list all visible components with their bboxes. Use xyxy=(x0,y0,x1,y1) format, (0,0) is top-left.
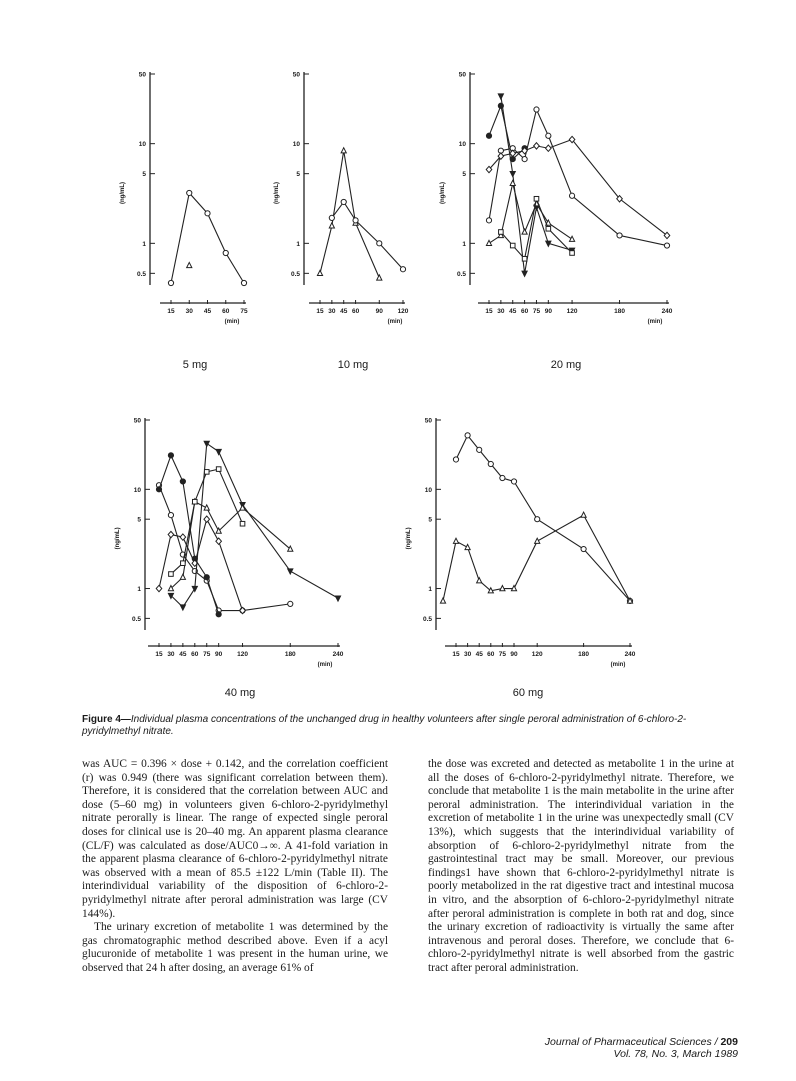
x-tick-label: 75 xyxy=(240,308,248,315)
data-point-square xyxy=(204,470,209,475)
data-point-triangle xyxy=(581,512,586,517)
data-point-triangle xyxy=(317,270,322,275)
data-point-triangle xyxy=(440,598,445,603)
data-point-square xyxy=(510,243,515,248)
data-point-circle xyxy=(377,241,382,246)
x-tick-label: 120 xyxy=(566,308,578,315)
data-point-circle xyxy=(241,280,246,285)
data-point-circle xyxy=(477,447,482,452)
x-tick-label: 240 xyxy=(661,308,673,315)
data-point-circle xyxy=(341,199,346,204)
y-tick-label: 5 xyxy=(296,171,300,179)
data-point-square xyxy=(534,196,539,201)
x-tick-label: 75 xyxy=(498,651,507,658)
series-line xyxy=(443,515,630,601)
series-line xyxy=(171,443,338,607)
x-tick-label: 180 xyxy=(614,308,625,315)
data-point-triangle xyxy=(535,538,540,543)
data-point-square xyxy=(181,561,186,566)
chart-panel-0 xyxy=(120,72,248,372)
figure-caption xyxy=(82,714,734,738)
data-point-triangle xyxy=(453,538,458,543)
y-tick-label: 10 xyxy=(458,141,466,149)
data-point-square xyxy=(570,251,575,256)
x-tick-label: 45 xyxy=(179,651,187,658)
y-tick-label: 10 xyxy=(292,141,300,149)
x-axis-label: (min) xyxy=(610,662,626,668)
data-point-square xyxy=(216,467,221,472)
journal-volume: Vol. 78, No. 3, March 1989 xyxy=(613,1048,738,1060)
y-tick-label: 1 xyxy=(428,586,432,594)
x-tick-label: 60 xyxy=(487,651,495,658)
chart-panel-3 xyxy=(115,418,344,700)
x-tick-label: 120 xyxy=(237,651,248,658)
x-tick-label: 15 xyxy=(155,651,163,658)
y-tick-label: 1 xyxy=(462,240,466,248)
data-point-triangle xyxy=(486,240,491,245)
x-tick-label: 30 xyxy=(328,308,336,315)
series-line xyxy=(332,202,403,269)
y-tick-label: 50 xyxy=(133,417,141,425)
data-point-diamond xyxy=(204,516,210,522)
data-point-diamond xyxy=(534,143,540,149)
x-tick-label: 60 xyxy=(351,308,360,315)
x-tick-label: 45 xyxy=(203,308,212,315)
data-point-diamond xyxy=(216,538,222,544)
y-tick-label: 0.5 xyxy=(136,270,146,278)
data-point-circle xyxy=(486,218,491,223)
y-tick-label: 5 xyxy=(428,516,432,524)
data-point-triangle xyxy=(569,236,574,241)
data-point-triangle xyxy=(204,505,209,510)
x-tick-label: 30 xyxy=(497,308,505,315)
data-point-diamond xyxy=(168,531,174,537)
data-point-circle xyxy=(353,218,358,223)
data-point-circle xyxy=(329,215,334,220)
data-point-circle xyxy=(535,517,540,522)
y-tick-label: 0.5 xyxy=(131,615,141,623)
data-point-filled-circle xyxy=(204,575,209,580)
data-point-filled-circle xyxy=(486,133,491,138)
data-point-circle xyxy=(664,243,669,248)
data-point-circle xyxy=(581,546,586,551)
page-number: 209 xyxy=(720,1036,738,1048)
data-point-filled-circle xyxy=(216,612,221,617)
x-tick-label: 30 xyxy=(463,651,472,658)
x-tick-label: 15 xyxy=(316,308,324,315)
y-tick-label: 1 xyxy=(296,240,300,248)
data-point-circle xyxy=(546,133,551,138)
data-point-triangle xyxy=(477,578,482,583)
x-tick-label: 45 xyxy=(340,308,348,315)
y-axis-label: (ng/mL) xyxy=(115,527,121,550)
x-tick-label: 75 xyxy=(532,308,541,315)
data-point-triangle-down xyxy=(288,569,293,574)
y-axis-label: (ng/mL) xyxy=(120,181,126,204)
series-line xyxy=(171,193,244,283)
x-tick-label: 30 xyxy=(167,651,175,658)
x-tick-label: 120 xyxy=(531,651,543,658)
data-point-circle xyxy=(569,193,574,198)
data-point-square xyxy=(522,256,527,261)
series-line xyxy=(159,485,290,610)
data-point-circle xyxy=(522,157,527,162)
x-tick-label: 60 xyxy=(191,651,199,658)
dose-label: 40 mg xyxy=(224,687,256,699)
x-tick-label: 15 xyxy=(452,651,460,658)
data-point-triangle xyxy=(341,148,346,153)
data-point-triangle-down xyxy=(204,441,209,446)
caption-label: Figure 4— xyxy=(82,714,131,725)
body-column-left xyxy=(82,758,388,976)
y-tick-label: 5 xyxy=(137,516,141,524)
data-point-circle xyxy=(500,475,505,480)
x-tick-label: 120 xyxy=(397,308,409,315)
data-point-triangle-down xyxy=(510,171,515,176)
dose-label: 20 mg xyxy=(550,359,582,371)
data-point-diamond xyxy=(546,145,552,151)
data-point-circle xyxy=(400,267,405,272)
x-axis-label: (min) xyxy=(387,319,403,325)
series-line xyxy=(320,151,379,278)
data-point-diamond xyxy=(180,534,186,540)
data-point-diamond xyxy=(664,232,670,238)
data-point-triangle-down xyxy=(335,596,340,601)
x-tick-label: 15 xyxy=(167,308,175,315)
x-tick-label: 15 xyxy=(485,308,493,315)
series-line xyxy=(456,435,630,601)
y-tick-label: 1 xyxy=(137,586,141,594)
data-point-circle xyxy=(187,190,192,195)
data-point-triangle xyxy=(329,223,334,228)
y-tick-label: 50 xyxy=(138,71,146,79)
y-tick-label: 50 xyxy=(458,71,466,79)
data-point-circle xyxy=(465,433,470,438)
page-footer xyxy=(470,1036,738,1060)
data-point-filled-circle xyxy=(180,479,185,484)
data-point-square xyxy=(193,499,198,504)
data-point-triangle-down xyxy=(216,449,221,454)
y-tick-label: 0.5 xyxy=(456,270,466,278)
y-tick-label: 50 xyxy=(424,417,432,425)
data-point-triangle xyxy=(500,586,505,591)
data-point-triangle-down xyxy=(498,94,503,99)
data-point-circle xyxy=(205,211,210,216)
x-tick-label: 90 xyxy=(215,651,223,658)
data-point-filled-circle xyxy=(156,487,161,492)
x-tick-label: 90 xyxy=(544,308,552,315)
series-line xyxy=(489,110,667,246)
data-point-triangle xyxy=(377,275,382,280)
data-point-triangle-down xyxy=(180,605,185,610)
data-point-circle xyxy=(288,601,293,606)
chart-panel-2 xyxy=(440,72,673,372)
data-point-circle xyxy=(168,280,173,285)
x-tick-label: 240 xyxy=(332,651,344,658)
y-tick-label: 10 xyxy=(424,486,432,494)
journal-name: Journal of Pharmaceutical Sciences / xyxy=(544,1036,721,1048)
chart-panel-4 xyxy=(406,418,636,700)
y-tick-label: 5 xyxy=(142,171,146,179)
data-point-square xyxy=(240,521,245,526)
x-tick-label: 240 xyxy=(624,651,636,658)
y-tick-label: 50 xyxy=(292,71,300,79)
data-point-square xyxy=(499,230,504,235)
x-tick-label: 30 xyxy=(185,308,193,315)
x-tick-label: 45 xyxy=(475,651,483,658)
dose-label: 10 mg xyxy=(337,359,369,371)
x-tick-label: 90 xyxy=(375,308,383,315)
data-point-triangle xyxy=(511,586,516,591)
y-axis-label: (ng/mL) xyxy=(274,181,280,204)
data-point-triangle xyxy=(240,505,245,510)
y-tick-label: 0.5 xyxy=(290,270,300,278)
data-point-circle xyxy=(617,233,622,238)
y-axis-label: (ng/mL) xyxy=(406,527,412,550)
x-tick-label: 60 xyxy=(222,308,230,315)
data-point-circle xyxy=(223,250,228,255)
data-point-triangle xyxy=(187,262,192,267)
paragraph: the dose was excreted and detected as metabolite 1 in the urine at all the doses of 6-chloro-2-pyridylmethyl nitrate. Therefore, we conclude that metabolite 1 is the main metabolite in the urine after peroral administration. The interindividual variation in the excretion of metabolite 1 in the urine was unexpectedly small (CV 13%), which suggests that the interindividual variability of absorption of 6-chloro-2-pyridylmethyl nitrate from the gastrointestinal tract may be small. Moreover, our previous findings1 have shown that 6-chloro-2-pyridylmethyl nitrate is poorly metabolized in the rat digestive tract and intestinal mucosa in vitro, and the absorption of 6-chloro-2-pyridylmethyl nitrate after peroral administration is complete in both rat and dog, since the urinary excretion of radioactivity is virtually the same after intravenous and peroral doses. Therefore, we conclude that 6-chloro-2-pyridylmethyl nitrate is well absorbed from the gastric tract after peroral administration. xyxy=(428,758,734,974)
dose-label: 5 mg xyxy=(182,359,208,371)
data-point-filled-circle xyxy=(168,453,173,458)
x-axis-label: (min) xyxy=(317,662,333,668)
data-point-triangle-down xyxy=(546,241,551,246)
x-tick-label: 45 xyxy=(509,308,517,315)
data-point-circle xyxy=(511,479,516,484)
y-tick-label: 10 xyxy=(138,141,146,149)
data-point-square xyxy=(546,226,551,231)
chart-panel-1 xyxy=(274,72,409,372)
data-point-triangle xyxy=(465,544,470,549)
x-tick-label: 60 xyxy=(520,308,529,315)
y-axis-label: (ng/mL) xyxy=(440,181,446,204)
x-tick-label: 90 xyxy=(510,651,518,658)
x-tick-label: 180 xyxy=(284,651,296,658)
y-tick-label: 1 xyxy=(142,240,146,248)
data-point-circle xyxy=(534,107,539,112)
data-point-diamond xyxy=(156,585,162,591)
x-axis-label: (min) xyxy=(224,319,240,325)
series-line xyxy=(489,140,667,236)
paragraph: The urinary excretion of metabolite 1 was determined by the gas chromatographic method described above. Even if a acyl glucuronide of metabolite 1 was present in the human urine, we observed that 24 h after dosing, an average 61% of xyxy=(82,921,388,974)
body-column-right xyxy=(428,758,734,976)
x-tick-label: 180 xyxy=(578,651,590,658)
dose-label: 60 mg xyxy=(512,687,544,699)
caption-text: Individual plasma concentrations of the unchanged drug in healthy volunteers after single peroral administration of 6-chloro-2-pyridylmethyl nitrate. xyxy=(82,714,687,737)
data-point-square xyxy=(169,572,174,577)
data-point-circle xyxy=(488,461,493,466)
data-point-triangle-down xyxy=(522,271,527,276)
y-tick-label: 0.5 xyxy=(422,615,432,623)
data-point-triangle xyxy=(522,229,527,234)
y-tick-label: 5 xyxy=(462,171,466,179)
x-axis-label: (min) xyxy=(647,319,663,325)
data-point-triangle xyxy=(180,574,185,579)
paragraph: was AUC = 0.396 × dose + 0.142, and the correlation coefficient (r) was 0.949 (there was significant correlation between them). Therefore, it is considered that the correlation between AUC and dose (5–60 mg) in volunteers given 6-chloro-2-pyridylmethyl nitrate perorally is linear. The range of expected single peroral doses for clinical use is 20–40 mg. An apparent plasma clearance (CL/F) was calculated as dose/AUC0→∞. A 41-fold variation in the apparent plasma clearance of 6-chloro-2-pyridylmethyl nitrate was observed with a mean of 85.5 ±122 L/min (Table II). The interindividual variability of the disposition of 6-chloro-2-pyridylmethyl nitrate after peroral administration was large (CV 144%). xyxy=(82,758,388,920)
data-point-circle xyxy=(453,457,458,462)
data-point-triangle xyxy=(510,180,515,185)
x-tick-label: 75 xyxy=(203,651,211,658)
data-point-circle xyxy=(168,512,173,517)
y-tick-label: 10 xyxy=(133,486,141,494)
